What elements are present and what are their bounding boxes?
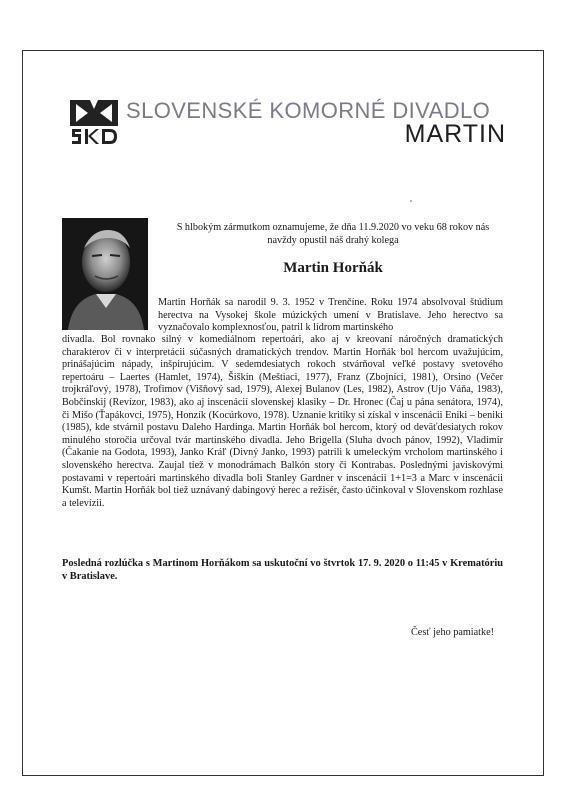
biography-body: divadla. Bol rovnako silný v komediálnom repertoári, ako aj v kreovaní náročných dramatických charakterov či v interpretácii súčasných dramatických trendov. Martin Horňák bol hercom uvažujúcim, prinášajúcim nápady, inšpirujúcim. V sedemdesiatych rokoch stvárňoval veľké postavy svetového repertoáru – Laertes (Hamlet, 1974), Šiškin (Meštiaci, 1977), Franz (Zbojníci, 1981), Orsino (Večer trojkráľový, 1978), Trofimov (Višňový sad, 1979), Alexej Bulanov (Les, 1982), Astrov (Ujo Váňa, 1983), Bobčinskij (Revízor, 1983), ako aj inscenácií slovenskej klasiky – Dr. Hronec (Čaj u pána senátora, 1974), či Mišo (Ťapákovci, 1975), Honzík (Kocúrkovo, 1978). Uznanie kritiky si získal v inscenácii Eniki – beniki (1985), kde stvárnil postavu Daleho Hardinga. Martin Horňák bol hercom, ktorý od deväťdesiatych rokov minulého storočia určoval tvár martinského divadla. Jeho Brigella (Sluha dvoch pánov, 1992), Vladimír (Čakanie na Godota, 1993), Janko Kráľ (Divný Janko, 1993) patrili k umeleckým vrcholom martinského i slovenského herectva. Zaujal tiež v monodrámach Balkón story či Kontrabas. Poslednými javiskovými postavami v repertoári martinského divadla boli Stanley Gardner v inscenácii 1+1=3 a Marc v inscenácii Kumšt. Martin Horňák bol tiež uznávaný dabingový herec a režisér, často účinkoval v Slovenskom rozhlase a televízii. [62, 334, 503, 509]
closing-line: Česť jeho pamiatke! [411, 627, 494, 638]
announcement-intro: S hlbokým zármutkom oznamujeme, že dňa 11.9.2020 vo veku 68 rokov nás navždy opustil náš drahý kolega [176, 222, 490, 246]
theatre-city: MARTIN [404, 120, 506, 148]
scan-speck [410, 200, 412, 202]
theatre-logo-icon [70, 100, 118, 144]
theatre-name: SLOVENSKÉ KOMORNÉ DIVADLO [126, 98, 491, 123]
funeral-notice: Posledná rozlúčka s Martinom Horňákom sa uskutoční vo štvrtok 17. 9. 2020 o 11:45 v Krematóriu v Bratislave. [62, 558, 503, 582]
portrait-photo [62, 218, 148, 330]
deceased-name: Martin Horňák [283, 260, 383, 276]
biography-start: Martin Horňák sa narodil 9. 3. 1952 v Trenčíne. Roku 1974 absolvoval štúdium herectva na Vysokej škole múzických umení v Bratislave. Jeho herectvo sa vyznačovalo komplexnosťou, patril k lídrom martinského [158, 297, 503, 334]
